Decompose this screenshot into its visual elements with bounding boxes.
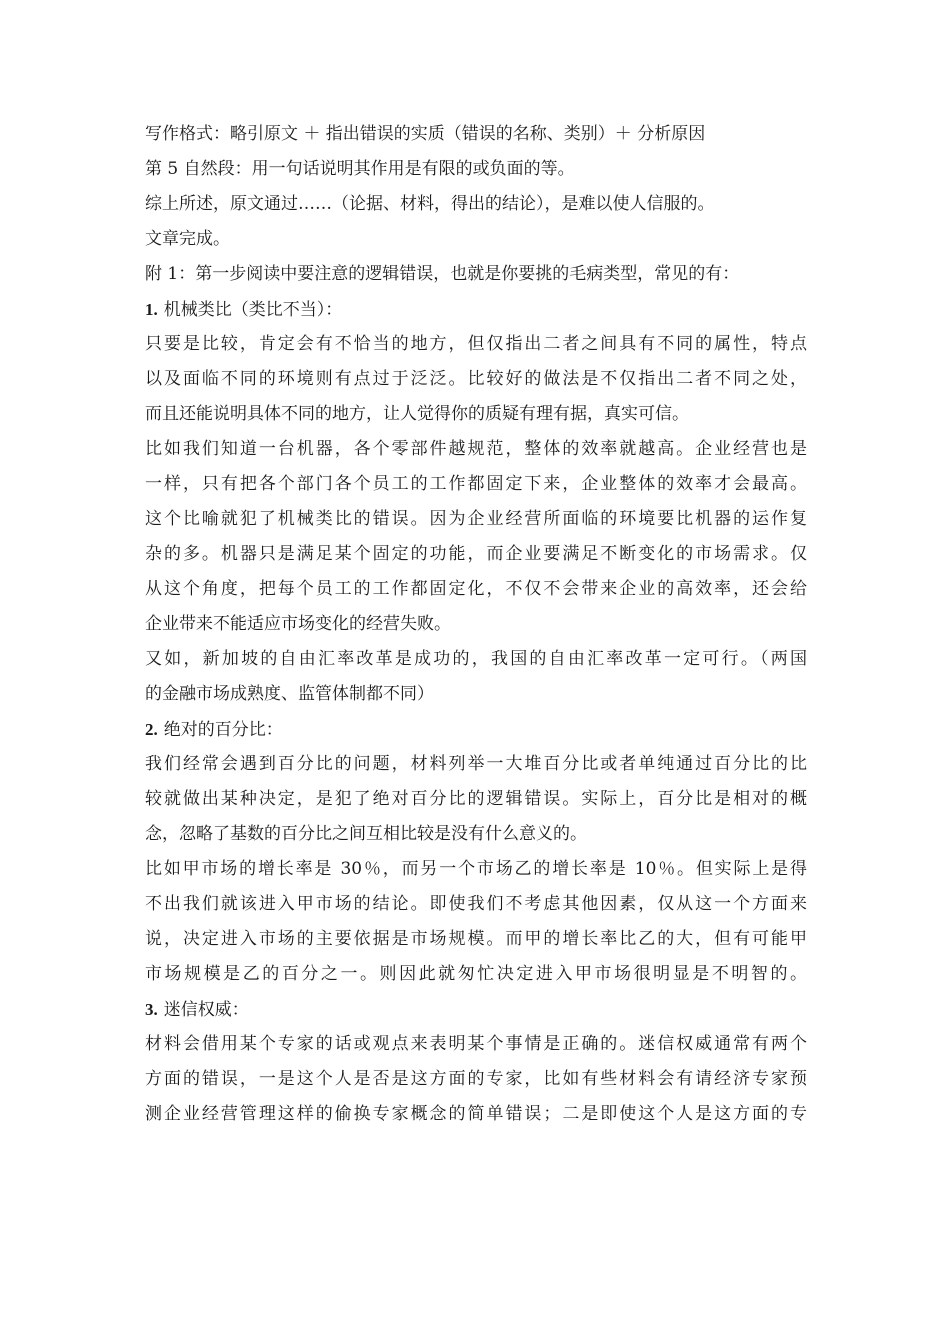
line-text: 念，忽略了基数的百分比之间互相比较是没有什么意义的。 <box>145 824 587 844</box>
line-text: 附 1：第一步阅读中要注意的逻辑错误，也就是你要挑的毛病类型，常见的有： <box>145 264 740 284</box>
paragraph-line <box>145 117 807 152</box>
section-number: 3. <box>145 1000 158 1019</box>
paragraph-line <box>145 782 807 817</box>
line-text: 写作格式：略引原文 ＋ 指出错误的实质（错误的名称、类别）＋ 分析原因 <box>145 124 706 144</box>
line-text: 不出我们就该进入甲市场的结论。即使我们不考虑其他因素，仅从这一个方面来 <box>145 894 807 914</box>
paragraph-line <box>145 1097 807 1132</box>
line-text: 比如甲市场的增长率是 30％，而另一个市场乙的增长率是 10％。但实际上是得 <box>145 859 807 879</box>
paragraph-line <box>145 467 807 502</box>
line-text: 较就做出某种决定，是犯了绝对百分比的逻辑错误。实际上，百分比是相对的概 <box>145 789 807 809</box>
line-text: 从这个角度，把每个员工的工作都固定化，不仅不会带来企业的高效率，还会给 <box>145 579 807 599</box>
line-text: 综上所述，原文通过……（论据、材料，得出的结论），是难以使人信服的。 <box>145 194 715 214</box>
paragraph-line <box>145 432 807 467</box>
paragraph-line <box>145 852 807 887</box>
paragraph-line <box>145 887 807 922</box>
line-text: 绝对的百分比： <box>163 720 283 740</box>
line-text: 第 5 自然段：用一句话说明其作用是有限的或负面的等。 <box>145 159 575 179</box>
section-heading <box>145 712 807 747</box>
line-text: 方面的错误，一是这个人是否是这方面的专家，比如有些材料会有请经济专家预 <box>145 1069 807 1089</box>
line-text: 这个比喻就犯了机械类比的错误。因为企业经营所面临的环境要比机器的运作复 <box>145 509 807 529</box>
paragraph-line <box>145 397 807 432</box>
paragraph-line <box>145 817 807 852</box>
paragraph-line <box>145 607 807 642</box>
line-text: 迷信权威： <box>163 1000 249 1020</box>
section-heading <box>145 992 807 1027</box>
line-text: 材料会借用某个专家的话或观点来表明某个事情是正确的。迷信权威通常有两个 <box>145 1034 807 1054</box>
paragraph-line <box>145 327 807 362</box>
paragraph-line <box>145 1062 807 1097</box>
paragraph-line <box>145 537 807 572</box>
paragraph-line <box>145 677 807 712</box>
line-text: 比如我们知道一台机器，各个零部件越规范，整体的效率就越高。企业经营也是 <box>145 439 807 459</box>
line-text: 文章完成。 <box>145 229 230 249</box>
paragraph-line <box>145 957 807 992</box>
paragraph-line <box>145 1027 807 1062</box>
line-text: 的金融市场成熟度、监管体制都不同） <box>145 684 434 704</box>
paragraph-line <box>145 922 807 957</box>
line-text: 机械类比（类比不当）： <box>163 300 343 320</box>
line-text: 而且还能说明具体不同的地方，让人觉得你的质疑有理有据，真实可信。 <box>145 404 689 424</box>
line-text: 杂的多。机器只是满足某个固定的功能，而企业要满足不断变化的市场需求。仅 <box>145 544 807 564</box>
line-text: 以及面临不同的环境则有点过于泛泛。比较好的做法是不仅指出二者不同之处， <box>145 369 807 389</box>
section-number: 2. <box>145 720 158 739</box>
section-heading <box>145 292 807 327</box>
line-text: 说，决定进入市场的主要依据是市场规模。而甲的增长率比乙的大，但有可能甲 <box>145 929 807 949</box>
paragraph-line <box>145 642 807 677</box>
paragraph-line <box>145 572 807 607</box>
line-text: 企业带来不能适应市场变化的经营失败。 <box>145 614 451 634</box>
line-text: 只要是比较，肯定会有不恰当的地方，但仅指出二者之间具有不同的属性，特点 <box>145 334 807 354</box>
line-text: 又如，新加坡的自由汇率改革是成功的，我国的自由汇率改革一定可行。（两国 <box>145 649 807 669</box>
paragraph-line <box>145 152 807 187</box>
paragraph-line <box>145 362 807 397</box>
paragraph-line <box>145 257 807 292</box>
line-text: 市场规模是乙的百分之一。则因此就匆忙决定进入甲市场很明显是不明智的。 <box>145 964 807 984</box>
paragraph-line <box>145 747 807 782</box>
line-text: 我们经常会遇到百分比的问题，材料列举一大堆百分比或者单纯通过百分比的比 <box>145 754 807 774</box>
paragraph-line <box>145 502 807 537</box>
document-body <box>145 117 807 1132</box>
paragraph-line <box>145 222 807 257</box>
line-text: 一样，只有把各个部门各个员工的工作都固定下来，企业整体的效率才会最高。 <box>145 474 807 494</box>
line-text: 测企业经营管理这样的偷换专家概念的简单错误；二是即使这个人是这方面的专 <box>145 1104 807 1124</box>
paragraph-line <box>145 187 807 222</box>
section-number: 1. <box>145 300 158 319</box>
